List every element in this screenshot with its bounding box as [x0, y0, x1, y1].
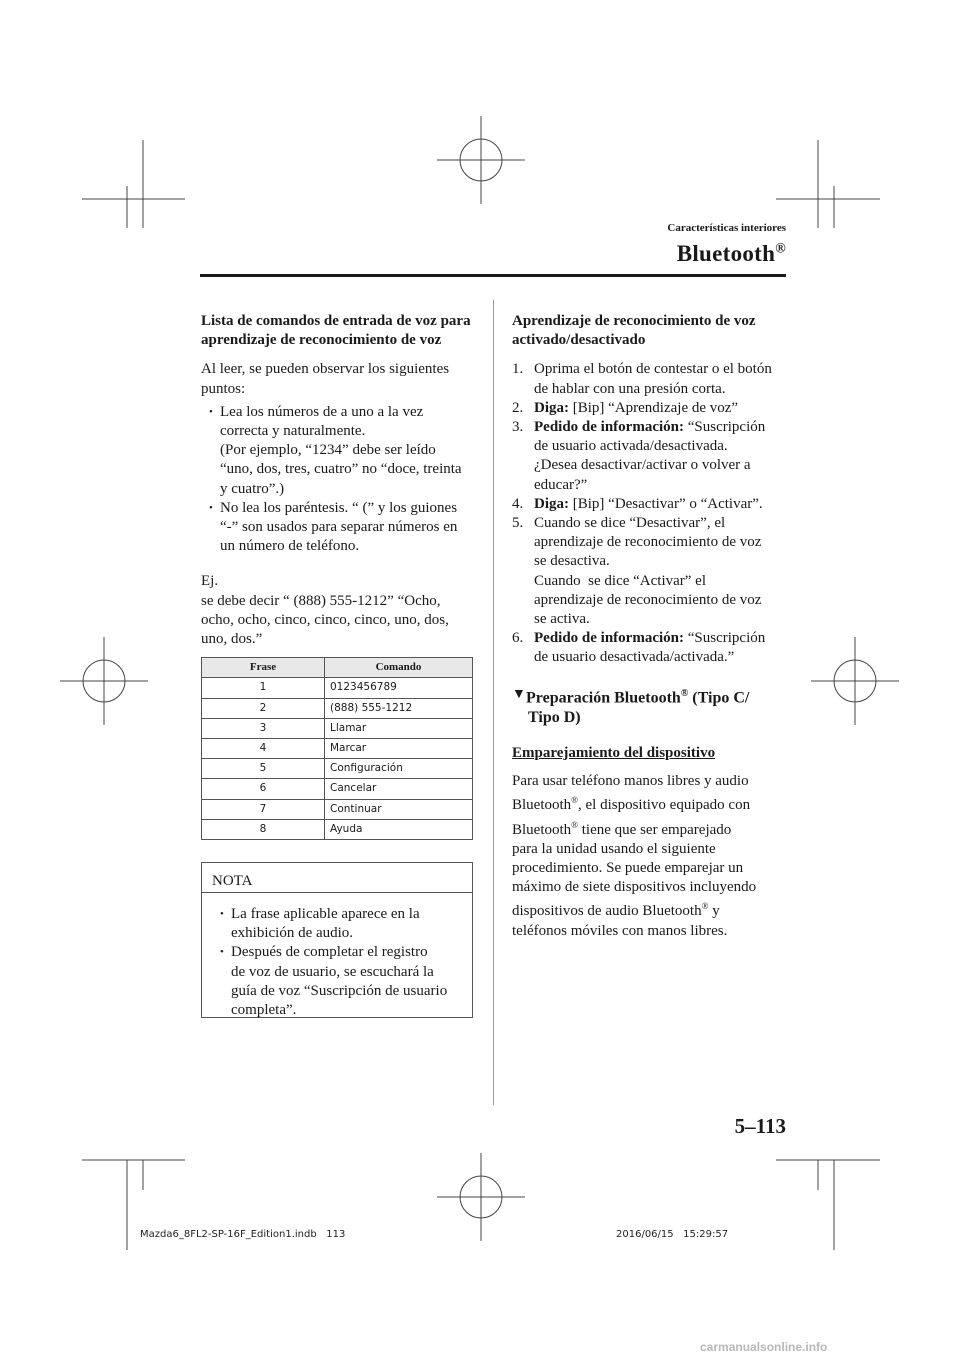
step-line: “Suscripción — [684, 630, 766, 647]
bullet-line: No lea los paréntesis. “ (” y los guiones — [220, 499, 458, 516]
heading-text: (Tipo C/ — [688, 688, 750, 706]
paragraph-line: procedimiento. Se puede emparejar un — [512, 860, 744, 876]
table-row — [202, 819, 473, 839]
paragraph-line: Para usar teléfono manos libres y audio — [512, 773, 749, 790]
table-cell: Llamar — [325, 718, 473, 738]
note-line: completa”. — [231, 1002, 297, 1019]
pairing-paragraph — [512, 772, 788, 941]
bullet-line: “uno, dos, tres, cuatro” no “doce, treinta — [220, 461, 462, 478]
table-row — [202, 678, 473, 698]
step-number: 2. — [512, 399, 524, 416]
heading-text: Tipo D) — [528, 708, 581, 726]
table-cell: 7 — [202, 799, 325, 819]
step-number: 5. — [512, 515, 524, 532]
column-header-frase: Frase — [202, 658, 325, 678]
step-line: de usuario activada/desactivada. — [534, 438, 728, 455]
step-line: Cuando se dice “Desactivar”, el — [534, 515, 726, 532]
note-body — [202, 893, 472, 1020]
table-header-row — [202, 658, 473, 678]
bluetooth-prep-heading — [512, 684, 788, 728]
table-cell: 4 — [202, 739, 325, 759]
step-line: aprendizaje de reconocimiento de voz — [534, 534, 762, 551]
paragraph-line: Bluetooth® tiene que ser emparejado — [512, 819, 732, 838]
step-item — [512, 629, 788, 667]
paragraph-line: Bluetooth®, el dispositivo equipado con — [512, 795, 751, 814]
table-row — [202, 739, 473, 759]
table-cell: 8 — [202, 819, 325, 839]
note-title: NOTA — [202, 863, 472, 893]
voice-command-list-title: Lista de comandos de entrada de voz para aprendizaje de reconocimiento de voz — [201, 313, 471, 349]
left-column — [201, 312, 473, 840]
step-number: 1. — [512, 361, 524, 378]
chapter-title — [677, 241, 786, 267]
table-cell: 0123456789 — [325, 678, 473, 698]
step-number: 3. — [512, 419, 524, 436]
paragraph-line: máximo de siete dispositivos incluyendo — [512, 879, 757, 896]
footer-stamp: 2016/06/15 15:29:57 — [616, 1229, 729, 1240]
registered-mark: ® — [680, 687, 689, 699]
table-cell: 6 — [202, 779, 325, 799]
step-label: Diga: — [534, 495, 569, 512]
note-line: exhibición de audio. — [231, 925, 354, 942]
intro-text: Al leer, se pueden observar los siguientes puntos: — [201, 361, 450, 397]
column-header-comando: Comando — [325, 658, 473, 678]
step-item — [512, 495, 788, 514]
table-cell: Configuración — [325, 759, 473, 779]
chapter-title-text: Bluetooth — [676, 241, 776, 266]
note-line: guía de voz “Suscripción de usuario — [231, 982, 448, 999]
step-line: se activa. — [534, 611, 590, 628]
table-cell: 1 — [202, 678, 325, 698]
table-cell: 5 — [202, 759, 325, 779]
step-label: Pedido de información: — [534, 630, 684, 647]
table-cell: Continuar — [325, 799, 473, 819]
header-rule — [200, 274, 786, 277]
heading-text: Preparación Bluetooth — [526, 688, 681, 706]
note-bullet: • La frase aplicable aparece en la exhibición de audio. — [216, 905, 462, 943]
column-divider — [493, 300, 494, 1105]
table-row — [202, 779, 473, 799]
section-header: Características interiores — [667, 222, 786, 234]
step-label: Diga: — [534, 399, 569, 416]
bullet-line: un número de teléfono. — [220, 538, 360, 555]
step-item — [512, 360, 788, 398]
note-line: de voz de usuario, se escuchará la — [231, 963, 434, 980]
paragraph-line: teléfonos móviles con manos libres. — [512, 922, 728, 939]
note-box — [201, 862, 473, 1018]
step-line: [Bip] “Desactivar” o “Activar”. — [569, 495, 763, 512]
voice-command-table — [201, 657, 473, 840]
registered-mark: ® — [775, 241, 786, 257]
step-number: 6. — [512, 630, 524, 647]
watermark: carmanualsonline.info — [700, 1340, 828, 1354]
table-row — [202, 799, 473, 819]
table-row — [202, 698, 473, 718]
table-row — [202, 718, 473, 738]
table-cell: Cancelar — [325, 779, 473, 799]
step-line: de hablar con una presión corta. — [534, 380, 726, 397]
step-line: se desactiva. — [534, 553, 610, 570]
example-text: se debe decir “ (888) 555-1212” “Ocho, ocho, ocho, cinco, cinco, cinco, uno, dos, uno, dos.” — [201, 592, 449, 648]
bullet-line: y cuatro”.) — [220, 480, 285, 497]
voice-learning-title: Aprendizaje de reconocimiento de voz activado/desactivado — [512, 313, 756, 349]
bullet-line: correcta y naturalmente. — [220, 423, 366, 440]
step-line: Oprima el botón de contestar o el botón — [534, 361, 772, 378]
step-line: ¿Desea desactivar/activar o volver a — [534, 457, 751, 474]
step-label: Pedido de información: — [534, 419, 684, 436]
paragraph-line: para la unidad usando el siguiente — [512, 840, 716, 857]
step-line: aprendizaje de reconocimiento de voz — [534, 591, 762, 608]
example-label: Ej. — [201, 573, 219, 590]
pairing-subtitle: Emparejamiento del dispositivo — [512, 744, 716, 761]
note-line: La frase aplicable aparece en la — [231, 906, 420, 922]
step-line: educar?” — [534, 476, 588, 493]
note-bullet: • Después de completar el registro de voz de usuario, se escuchará la guía de voz “Suscripción de usuario completa”. — [216, 943, 462, 1020]
bullet-line: (Por ejemplo, “1234” debe ser leído — [220, 442, 436, 459]
step-item — [512, 418, 788, 495]
bullet-line: “-” son usados para separar números en — [220, 519, 458, 536]
table-cell: (888) 555-1212 — [325, 698, 473, 718]
page-number: 5–113 — [734, 1114, 786, 1138]
step-item — [512, 399, 788, 418]
step-line: Cuando se dice “Activar” el — [534, 572, 707, 589]
right-column — [512, 312, 788, 941]
bullet-item: • No lea los paréntesis. “ (” y los guiones “-” son usados para separar números en un número de teléfono. — [205, 499, 473, 557]
table-cell: 2 — [202, 698, 325, 718]
note-line: Después de completar el registro — [231, 944, 428, 961]
table-cell: 3 — [202, 718, 325, 738]
table-row — [202, 759, 473, 779]
paragraph-line: dispositivos de audio Bluetooth® y — [512, 901, 720, 920]
table-cell: Ayuda — [325, 819, 473, 839]
triangle-down-icon: ▼ — [512, 686, 526, 702]
step-line: de usuario desactivada/activada.” — [534, 649, 735, 666]
step-item — [512, 514, 788, 629]
footer-file: Mazda6_8FL2-SP-16F_Edition1.indb 113 — [140, 1229, 346, 1240]
bullet-line: Lea los números de a uno a la vez — [220, 403, 424, 420]
step-line: “Suscripción — [684, 419, 766, 436]
table-cell: Marcar — [325, 739, 473, 759]
step-number: 4. — [512, 495, 524, 512]
bullet-item: • Lea los números de a uno a la vez correcta y naturalmente. (Por ejemplo, “1234” debe ser leído “uno, dos, tres, cuatro” no “doce, treinta y cuatro”.) — [205, 403, 473, 499]
step-line: [Bip] “Aprendizaje de voz” — [569, 399, 739, 416]
